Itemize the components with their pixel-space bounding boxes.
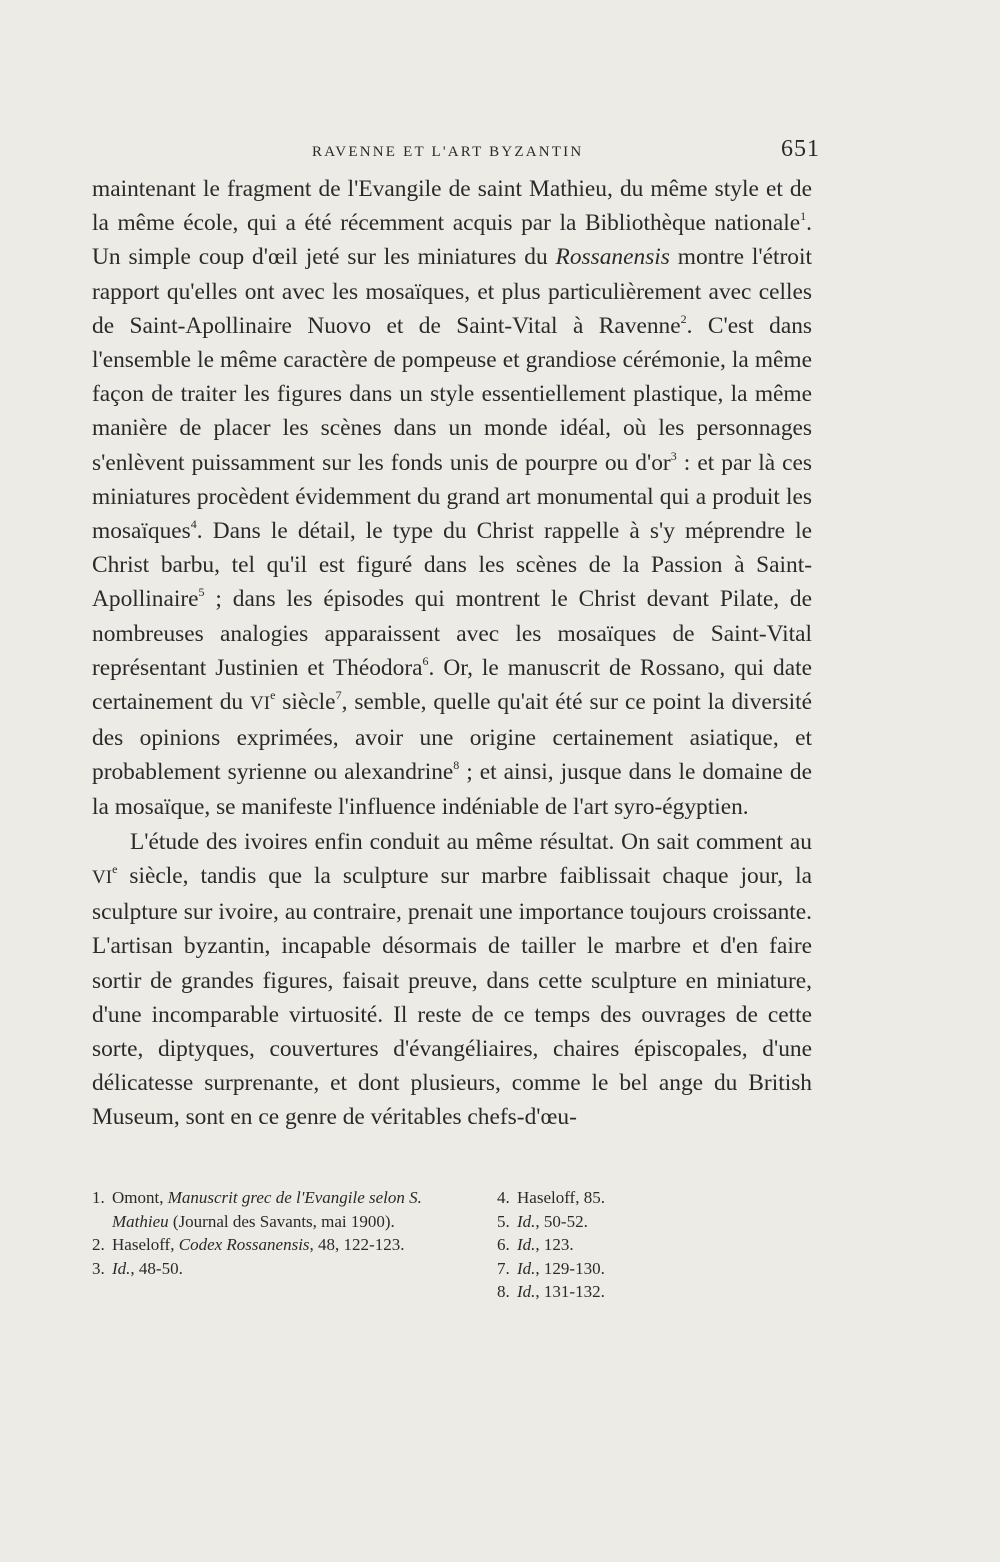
footnote-7: 7. Id., 129-130. xyxy=(497,1258,605,1278)
paragraph-2 xyxy=(92,825,812,1135)
text-run: . C'est dans l'ensemble le même caractère de pompeuse et grandiose cérémonie, la même façon de traiter les figures dans un style essentiellement plastique, la même manière de placer les scènes dans un monde idéal, où les personnages s'enlèvent puissamment sur les fonds unis de pourpre ou d'or xyxy=(92,312,813,476)
text-run: ; dans les épisodes qui montrent le Christ devant Pilate, de nombreuses analogies apparaissent avec les mosaïques de Saint-Vital représentant Justinien et Théodora xyxy=(92,586,812,681)
footnote-3: 3. Id., 48-50. xyxy=(92,1258,183,1278)
footnote-4: 4. Haseloff, 85. xyxy=(497,1188,605,1207)
footnote-ref-5: 5 xyxy=(198,585,205,600)
footnote-ref-7: 7 xyxy=(335,688,342,703)
text-run: : et par là ces miniatures procèdent évidemment du grand art monumental qui a produit les mosaïques xyxy=(92,449,813,545)
footnote-ref-2: 2 xyxy=(680,311,687,326)
text-run: siècle, tandis que la sculpture sur marbre faiblissait chaque jour, la sculpture sur ivoire, au contraire, prenait une importance toujours croissante. L'artisan byzantin, incapable désormais de tailler le marbre et d'en faire sortir de grandes figures, faisait preuve, dans cette sculpture en miniature, d'une incomparable virtuosité. Il reste de ce temps des ouvrages de cette sorte, diptyques, couvertures d'évangéliaires, chaires épiscopales, d'une délicatesse surprenante, et dont plusieurs, comme le bel ange du British Museum, sont en ce genre de véritables chefs-d'œu- xyxy=(92,863,812,1131)
footnote-ref-1: 1 xyxy=(800,209,807,224)
body-text xyxy=(92,172,812,1135)
text-run: . Dans le détail, le type du Christ rappelle à s'y méprendre le Christ barbu, tel qu'il est figuré dans les scènes de la Passion à Saint-Apollinaire xyxy=(92,518,812,613)
text-run: . Un simple coup d'œil jeté sur les miniatures du xyxy=(92,210,812,271)
ordinal-suffix: e xyxy=(112,862,118,877)
roman-numeral: VI xyxy=(250,693,271,715)
running-head: RAVENNE ET L'ART BYZANTIN xyxy=(312,144,584,160)
page-number: 651 xyxy=(781,136,820,162)
footnote-1: 1. Omont, Manuscrit grec de l'Evangile selon S. Mathieu (Journal des Savants, mai 1900). xyxy=(92,1188,422,1231)
footnote-6: 6. Id., 123. xyxy=(497,1235,574,1255)
text-run: siècle xyxy=(275,689,336,716)
roman-numeral: VI xyxy=(92,867,113,889)
text-run: ; et ainsi, jusque dans le domaine de la mosaïque, se manifeste l'influence indéniable de l'art syro-égyptien. xyxy=(92,759,812,820)
footnote-ref-4: 4 xyxy=(190,517,197,532)
paragraph-1 xyxy=(92,172,812,824)
footnotes-right-column xyxy=(497,1186,737,1304)
text-run: , semble, quelle qu'ait été sur ce point la diversité des opinions exprimées, avoir une origine certainement asiatique, et probablement syrienne ou alexandrine xyxy=(92,689,812,786)
footnote-8: 8. Id., 131-132. xyxy=(497,1282,605,1302)
footnotes-left-column xyxy=(92,1186,452,1280)
text-run: . Or, le manuscrit de Rossano, qui date certainement du xyxy=(92,654,812,716)
text-run: maintenant le fragment de l'Evangile de saint Mathieu, du même style et de la même école, qui a été récemment acquis par la Bibliothèque nationale xyxy=(92,176,812,237)
page-header xyxy=(92,136,820,166)
footnote-2: 2. Haseloff, Codex Rossanensis, 48, 122-123. xyxy=(92,1235,405,1255)
footnote-ref-3: 3 xyxy=(670,448,677,463)
ordinal-suffix: e xyxy=(270,688,276,703)
footnote-ref-6: 6 xyxy=(422,653,429,668)
italic-term: Rossanensis xyxy=(555,244,670,271)
text-run: L'étude des ivoires enfin conduit au même résultat. On sait comment au xyxy=(130,828,812,855)
text-run: montre l'étroit rapport qu'elles ont avec les mosaïques, et plus particulièrement avec celles de Saint-Apollinaire Nuovo et de Saint-Vital à Ravenne xyxy=(92,244,812,339)
footnote-ref-8: 8 xyxy=(453,758,460,773)
footnote-5: 5. Id., 50-52. xyxy=(497,1211,588,1231)
